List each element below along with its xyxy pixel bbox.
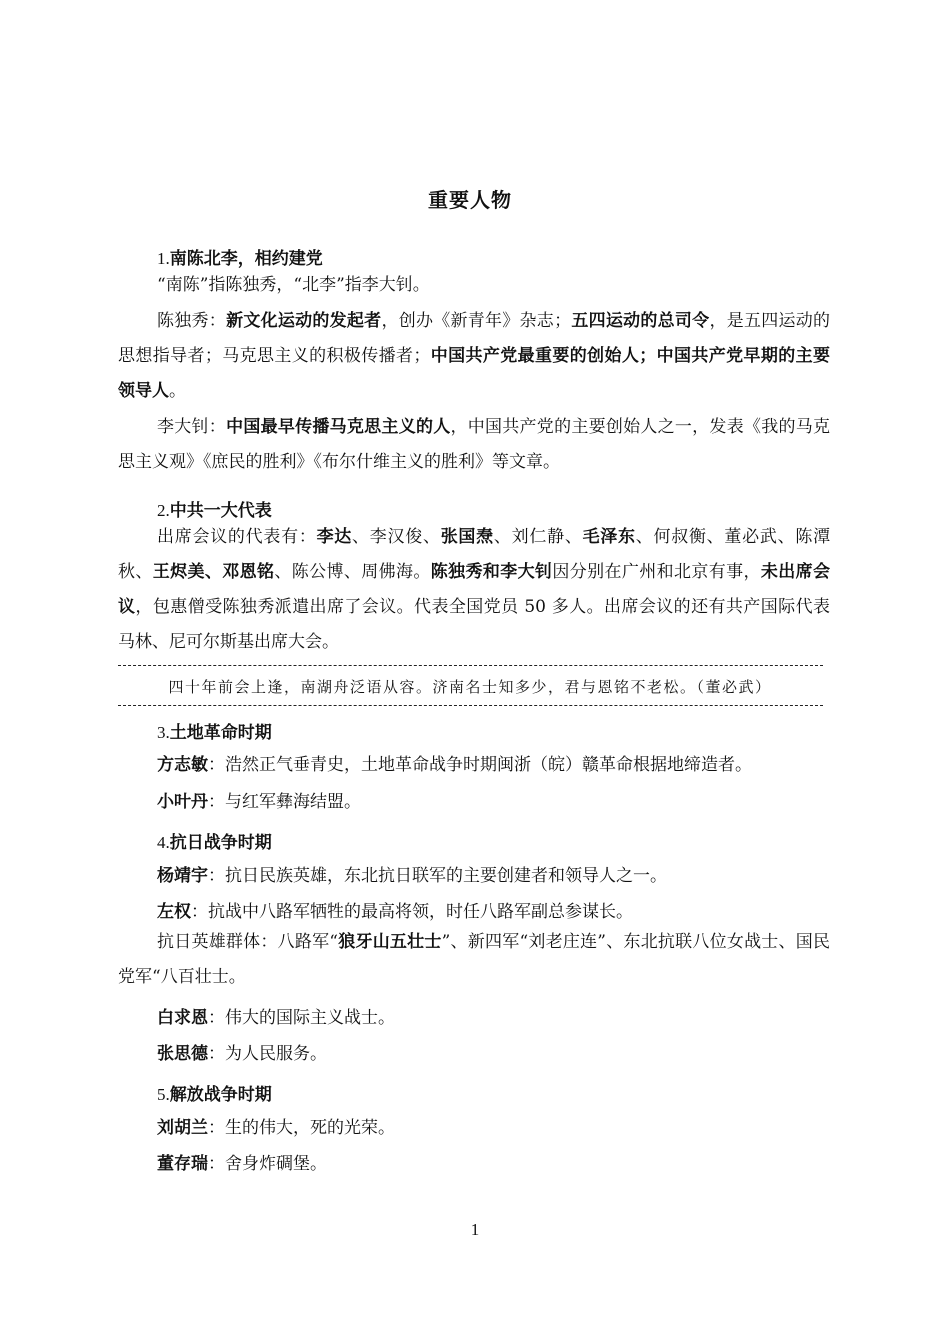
text: ，中国共产党的主要创始人之一，发表《我的马克思主义观》《庶民的胜利》《布尔什维主义的胜利》等文章。 [118, 417, 831, 472]
person-description: ：伟大的国际主义战士。 [208, 1008, 395, 1028]
text: 、何叔衡、董必武、陈潭秋、 [118, 527, 831, 582]
person-yang-jingyu [157, 861, 667, 886]
bold-text: 张国焘 [440, 527, 494, 547]
bold-text: 未出席会议 [118, 562, 830, 617]
text: ，是五四运动的思想指导者；马克思主义的积极传播者； [118, 311, 831, 366]
person-bethune [157, 1003, 395, 1028]
person-name: 张思德 [157, 1044, 208, 1064]
paragraph-anti-japanese-heroes [118, 925, 830, 995]
person-name: 杨靖宇 [157, 866, 208, 886]
text: 、李汉俊、 [352, 527, 441, 547]
text: 李大钊： [157, 417, 227, 437]
person-name: 白求恩 [157, 1008, 208, 1028]
dashed-divider-top [118, 665, 823, 666]
bold-text: 中国共产党最重要的创始人；中国共产党早期的主要领导人 [118, 346, 830, 401]
section-number: 2. [157, 501, 170, 520]
person-zuo-quan [157, 897, 633, 922]
person-zhang-side [157, 1039, 327, 1064]
section-number: 1. [157, 249, 170, 268]
person-name: 刘胡兰 [157, 1118, 208, 1138]
section-title: 南陈北李，相约建党 [169, 249, 323, 269]
person-name: 左权 [157, 902, 191, 922]
section-1-heading [157, 244, 323, 269]
person-name: 董存瑞 [157, 1154, 208, 1174]
text: 陈独秀： [157, 311, 227, 331]
text: 出席会议的代表有： [157, 527, 317, 547]
text: ”、新四军“刘老庄连”、东北抗联八位女战士、国民党军“八百壮士。 [118, 932, 830, 987]
person-description: ：抗日民族英雄，东北抗日联军的主要创建者和领导人之一。 [208, 866, 667, 886]
bold-text: 王烬美、邓恩铭 [152, 562, 275, 582]
page-title: 重要人物 [428, 188, 512, 212]
bold-text: 中国最早传播马克思主义的人 [226, 417, 451, 437]
person-description: ：浩然正气垂青史，土地革命战争时期闽浙（皖）赣革命根据地缔造者。 [208, 755, 752, 775]
section-title: 解放战争时期 [169, 1085, 272, 1105]
section-title: 中共一大代表 [169, 501, 272, 521]
paragraph-li-dazhao [118, 410, 830, 480]
person-description: ：与红军彝海结盟。 [208, 792, 361, 812]
section-title: 抗日战争时期 [169, 833, 272, 853]
bold-text: 狼牙山五壮士 [338, 932, 442, 952]
text: 抗日英雄群体：八路军“ [157, 932, 338, 952]
poem-quote: 四十年前会上逢，南湖舟泛语从容。济南名士知多少，君与恩铭不老松。（董必武） [168, 678, 772, 696]
bold-text: 毛泽东 [582, 527, 636, 547]
paragraph-chen-duxiu [118, 304, 830, 409]
text: ，创办《新青年》杂志； [381, 311, 572, 331]
person-name: 小叶丹 [157, 792, 208, 812]
person-description: ：生的伟大，死的光荣。 [208, 1118, 395, 1138]
bold-text: 陈独秀和李大钊 [430, 562, 553, 582]
text: ，包惠僧受陈独秀派遣出席了会议。代表全国党员 50 多人。出席会议的还有共产国际代表马林、尼可尔斯基出席大会。 [118, 597, 830, 652]
bold-text: 五四运动的总司令 [571, 311, 710, 331]
section-5-heading [157, 1080, 272, 1105]
person-xiao-yedan [157, 787, 361, 812]
page-number: 1 [470, 1220, 480, 1239]
person-name: 方志敏 [157, 755, 208, 775]
section-number: 5. [157, 1085, 170, 1104]
person-description: ：为人民服务。 [208, 1044, 327, 1064]
paragraph-nanchen-beili: “南陈”指陈独秀，“北李”指李大钊。 [157, 275, 430, 295]
bold-text: 李达 [316, 527, 353, 547]
section-2-heading [157, 496, 272, 521]
section-title: 土地革命时期 [169, 723, 272, 743]
section-number: 3. [157, 723, 170, 742]
paragraph-first-congress-delegates [118, 520, 830, 660]
section-4-heading [157, 828, 272, 853]
text: 、刘仁静、 [493, 527, 583, 547]
person-liu-hulan [157, 1113, 395, 1138]
person-description: ：抗战中八路军牺牲的最高将领，时任八路军副总参谋长。 [191, 902, 633, 922]
person-fang-zhimin [157, 750, 752, 775]
section-3-heading [157, 718, 272, 743]
dashed-divider-bottom [118, 705, 823, 706]
person-dong-cunrui [157, 1149, 327, 1174]
text: 。 [169, 381, 186, 401]
section-number: 4. [157, 833, 170, 852]
text: 、陈公博、周佛海。 [274, 562, 431, 582]
text: 因分别在广州和北京有事， [552, 562, 761, 582]
bold-text: 新文化运动的发起者 [226, 311, 382, 331]
person-description: ：舍身炸碉堡。 [208, 1154, 327, 1174]
